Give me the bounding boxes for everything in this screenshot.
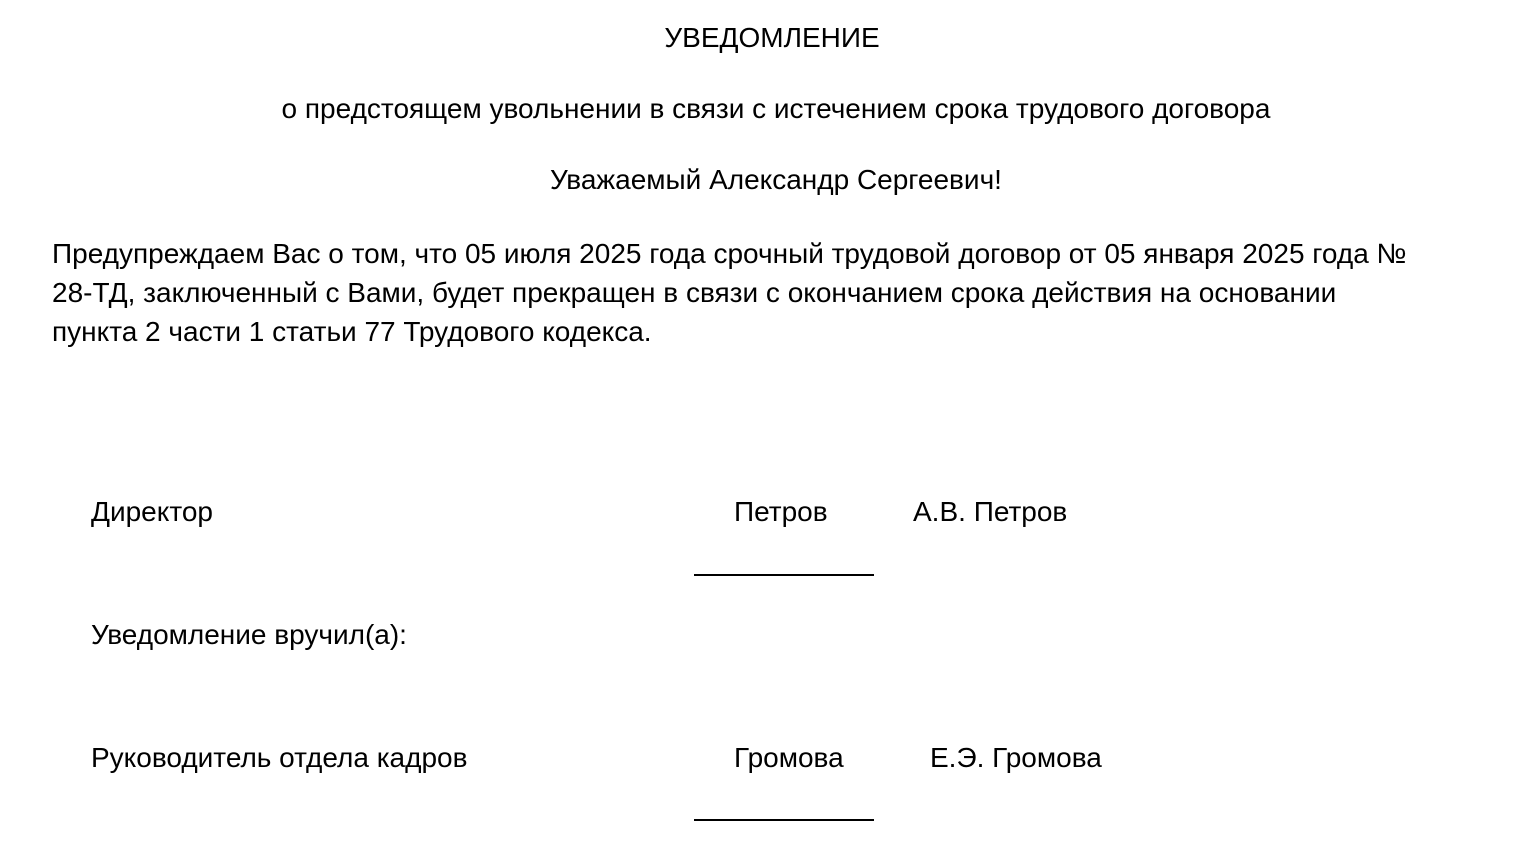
director-position: Директор [91,496,213,527]
hr-head-position: Руководитель отдела кадров [91,742,468,773]
greeting: Уважаемый Александр Сергеевич! [550,164,1002,195]
director-name: А.В. Петров [913,496,1068,527]
hr-head-signature-line [694,819,874,821]
hr-head-name: Е.Э. Громова [930,742,1102,773]
director-signature: Петров [734,496,828,527]
document-title: УВЕДОМЛЕНИЕ [664,22,880,53]
delivered-label: Уведомление вручил(а): [91,619,407,650]
notice-body-line: Предупреждаем Вас о том, что 05 июля 2025 года срочный трудовой договор от 05 января 2025 года № [52,238,1407,269]
director-signature-line [694,574,874,576]
document-subtitle: о предстоящем увольнении в связи с истечением срока трудового договора [281,93,1271,124]
hr-head-signature: Громова [734,742,844,773]
notice-body-line: 28-ТД, заключенный с Вами, будет прекращен в связи с окончанием срока действия на основании [52,277,1337,308]
notice-body-line: пункта 2 части 1 статьи 77 Трудового кодекса. [52,316,652,347]
notice-body [52,234,1492,351]
